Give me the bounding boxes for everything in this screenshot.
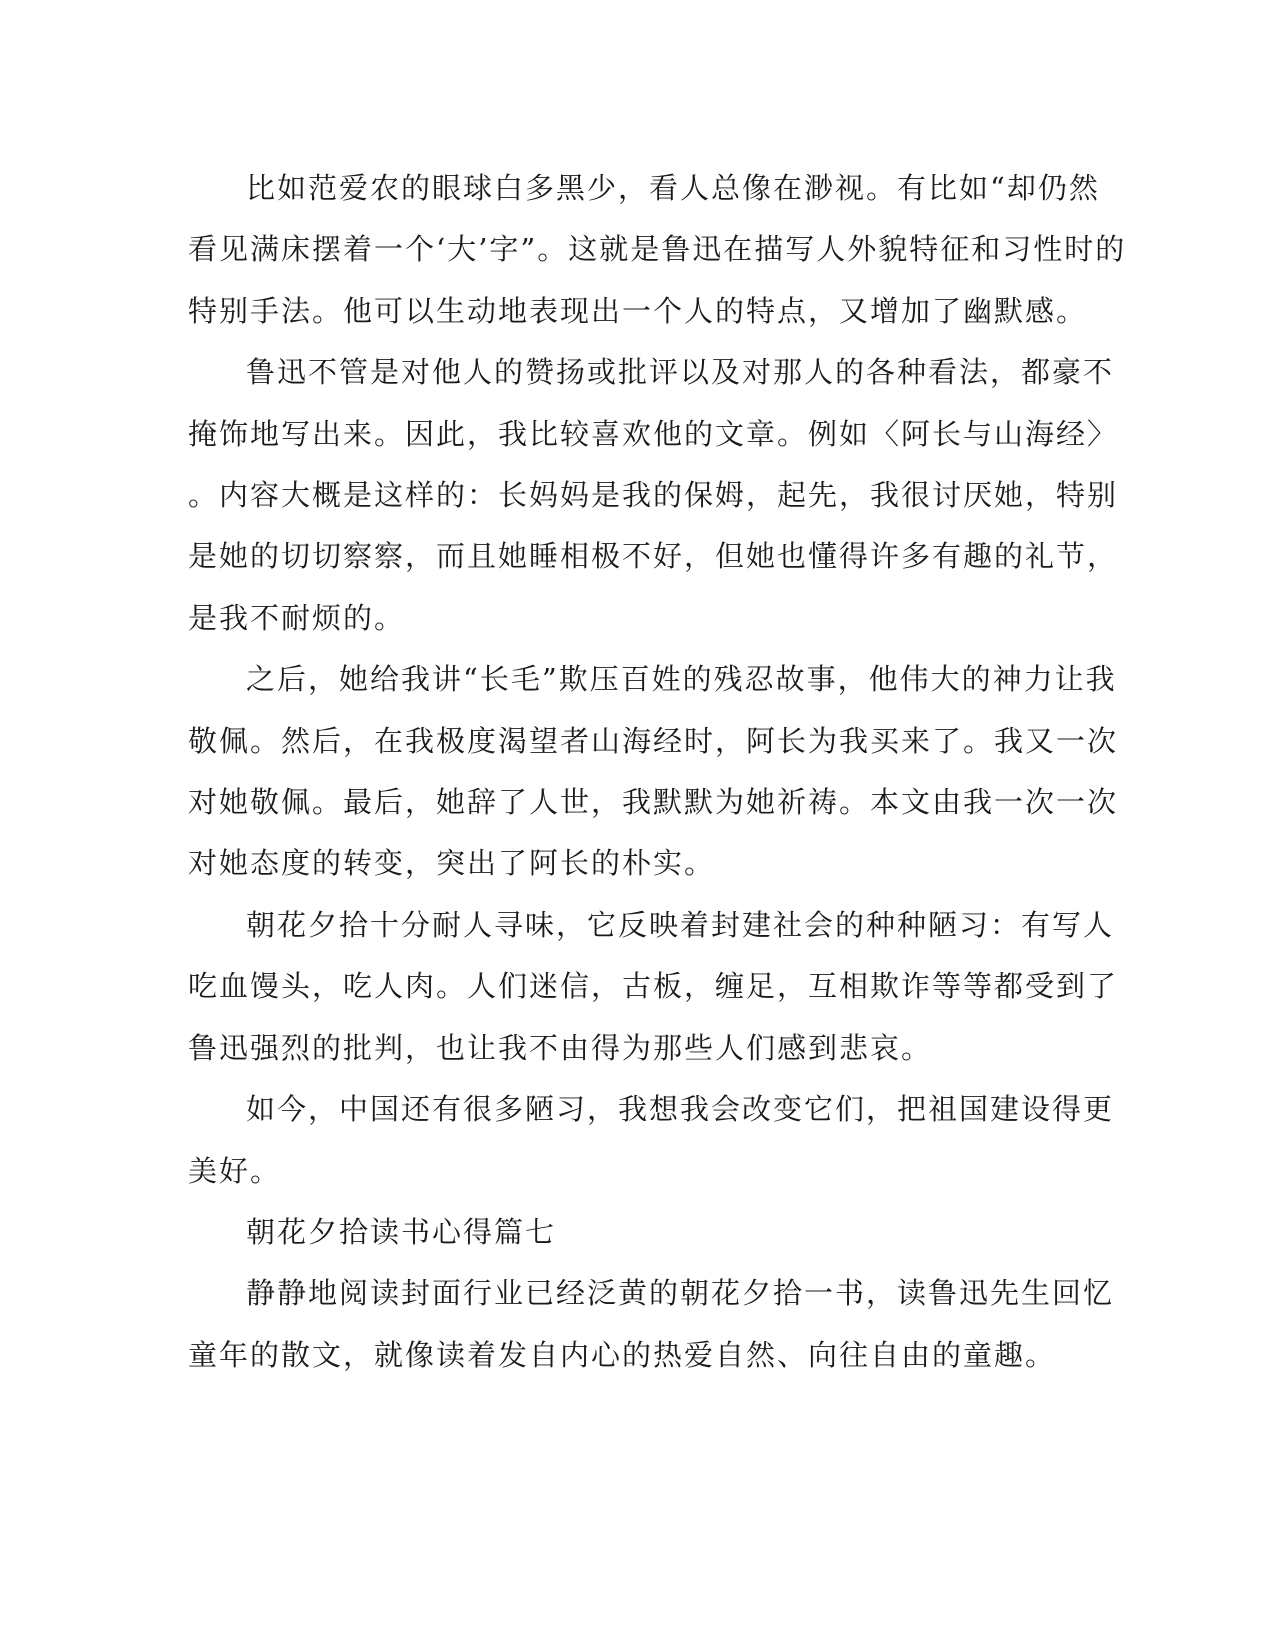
body-text (188, 158, 1127, 1386)
text-line: 朝花夕拾读书心得篇七 (246, 1214, 557, 1249)
paragraph-a-chang (188, 342, 1119, 649)
text-line: 鲁迅不管是对他人的赞扬或批评以及对那人的各种看法，都豪不 (246, 355, 1115, 390)
text-line: 吃血馒头，吃人肉。人们迷信，古板，缠足，互相欺诈等等都受到了 (188, 969, 1119, 1004)
text-line: 对她态度的转变，突出了阿长的朴实。 (188, 846, 716, 881)
text-line: 掩饰地写出来。因此，我比较喜欢他的文章。例如〈阿长与山海经〉 (188, 416, 1119, 451)
text-line: 朝花夕拾十分耐人寻味，它反映着封建社会的种种陋习：有写人 (246, 907, 1115, 942)
paragraph-feudal-customs (188, 895, 1119, 1079)
text-line: 看见满床摆着一个‘大’字”。这就是鲁迅在描写人外貌特征和习性时的 (188, 232, 1127, 267)
text-line: 童年的散文，就像读着发自内心的热爱自然、向往自由的童趣。 (188, 1337, 1057, 1372)
paragraph-chang-mao (188, 649, 1119, 895)
text-line: 如今，中国还有很多陋习，我想我会改变它们，把祖国建设得更 (246, 1092, 1115, 1127)
text-line: 对她敬佩。最后，她辞了人世，我默默为她祈祷。本文由我一次一次 (188, 785, 1119, 820)
text-line: 美好。 (188, 1153, 282, 1188)
paragraph-quiet-reading (188, 1263, 1115, 1386)
section-heading (188, 1202, 1088, 1263)
paragraph-fan-ainong (188, 158, 1127, 342)
text-line: 是我不耐烦的。 (188, 600, 406, 635)
text-line: 比如范爱农的眼球白多黑少，看人总像在渺视。有比如“却仍然 (246, 171, 1100, 205)
text-line: 鲁迅强烈的批判，也让我不由得为那些人们感到悲哀。 (188, 1030, 933, 1065)
text-line: 特别手法。他可以生动地表现出一个人的特点，又增加了幽默感。 (188, 293, 1088, 328)
paragraph-today (188, 1079, 1115, 1202)
text-line: 。内容大概是这样的：长妈妈是我的保姆，起先，我很讨厌她，特别 (188, 478, 1119, 513)
text-line: 静静地阅读封面行业已经泛黄的朝花夕拾一书，读鲁迅先生回忆 (246, 1276, 1115, 1311)
text-line: 之后，她给我讲“长毛”欺压百姓的残忍故事，他伟大的神力让我 (246, 662, 1117, 697)
text-line: 敬佩。然后，在我极度渴望者山海经时，阿长为我买来了。我又一次 (188, 723, 1119, 758)
text-line: 是她的切切察察，而且她睡相极不好，但她也懂得许多有趣的礼节， (188, 539, 1119, 574)
